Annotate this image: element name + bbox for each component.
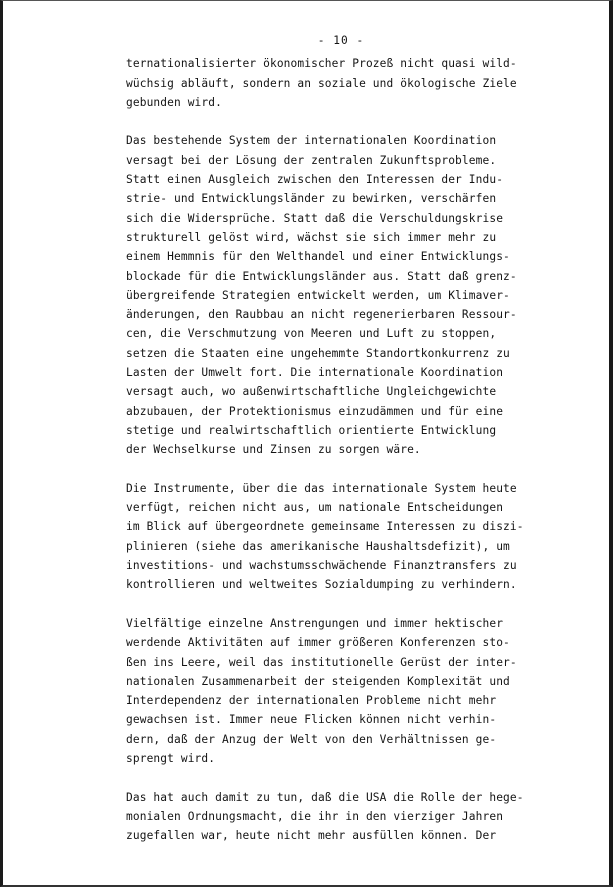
text-line: Die Instrumente, über die das internationale System heute	[126, 481, 517, 495]
text-line: investitions- und wachstumsschwächende Finanztransfers zu	[126, 559, 517, 573]
page-number: - 10 -	[317, 34, 365, 47]
text-line: ternationalisierter ökonomischer Prozeß nicht quasi wild-	[126, 57, 517, 71]
paragraph	[126, 614, 576, 768]
text-line: monialen Ordnungsmacht, die ihr in den vierziger Jahren	[126, 809, 504, 823]
paragraph	[126, 788, 576, 846]
text-line: cen, die Verschmutzung von Meeren und Luft zu stoppen,	[126, 327, 497, 341]
text-line: strukturell gelöst wird, wächst sie sich immer mehr zu	[126, 230, 497, 244]
paragraph	[126, 479, 576, 595]
text-line: versagt auch, wo außenwirtschaftliche Ungleichgewichte	[126, 385, 497, 399]
text-line: plinieren (siehe das amerikanische Haushaltsdefizit), um	[126, 539, 510, 553]
text-line: Statt einen Ausgleich zwischen den Interessen der Indu-	[126, 173, 504, 187]
paragraph	[126, 54, 576, 112]
text-line: im Blick auf übergeordnete gemeinsame Interessen zu diszi-	[126, 520, 524, 534]
text-line: Lasten der Umwelt fort. Die internationale Koordination	[126, 366, 504, 380]
text-line: strie- und Entwicklungsländer zu bewirken, verschärfen	[126, 192, 497, 206]
text-line: blockade für die Entwicklungsländer aus. Statt daß grenz-	[126, 269, 517, 283]
text-line: versagt bei der Lösung der zentralen Zukunftsprobleme.	[126, 153, 497, 167]
text-line: Das hat auch damit zu tun, daß die USA die Rolle der hege-	[126, 790, 524, 804]
text-line: Vielfältige einzelne Anstrengungen und immer hektischer	[126, 616, 504, 630]
text-line: übergreifende Strategien entwickelt werden, um Klimaver-	[126, 288, 510, 302]
text-line: nationalen Zusammenarbeit der steigenden Komplexität und	[126, 674, 510, 688]
body-text	[126, 54, 576, 845]
document-page	[126, 31, 576, 865]
text-line: werdende Aktivitäten auf immer größeren Konferenzen sto-	[126, 636, 510, 650]
text-line: zugefallen war, heute nicht mehr ausfüllen können. Der	[126, 829, 497, 843]
text-line: verfügt, reichen nicht aus, um nationale Entscheidungen	[126, 501, 504, 515]
text-line: wüchsig abläuft, sondern an soziale und ökologische Ziele	[126, 76, 517, 90]
text-line: setzen die Staaten eine ungehemmte Standortkonkurrenz zu	[126, 346, 510, 360]
text-line: Das bestehende System der internationalen Koordination	[126, 134, 497, 148]
text-line: der Wechselkurse und Zinsen zu sorgen wäre.	[126, 443, 421, 457]
text-line: änderungen, den Raubbau an nicht regenerierbaren Ressour-	[126, 308, 517, 322]
text-line: gebunden wird.	[126, 95, 222, 109]
text-line: Interdependenz der internationalen Probleme nicht mehr	[126, 694, 497, 708]
text-line: stetige und realwirtschaftlich orientierte Entwicklung	[126, 423, 497, 437]
text-line: dern, daß der Anzug der Welt von den Verhältnissen ge-	[126, 732, 497, 746]
text-line: abzubauen, der Protektionismus einzudämmen und für eine	[126, 404, 504, 418]
paragraph	[126, 131, 576, 459]
text-line: gewachsen ist. Immer neue Flicken können nicht verhin-	[126, 713, 497, 727]
text-line: sich die Widersprüche. Statt daß die Verschuldungskrise	[126, 211, 504, 225]
text-line: sprengt wird.	[126, 751, 216, 765]
text-line: einem Hemmnis für den Welthandel und einer Entwicklungs-	[126, 250, 510, 264]
text-line: ßen ins Leere, weil das institutionelle Gerüst der inter-	[126, 655, 517, 669]
text-line: kontrollieren und weltweites Sozialdumping zu verhindern.	[126, 578, 517, 592]
